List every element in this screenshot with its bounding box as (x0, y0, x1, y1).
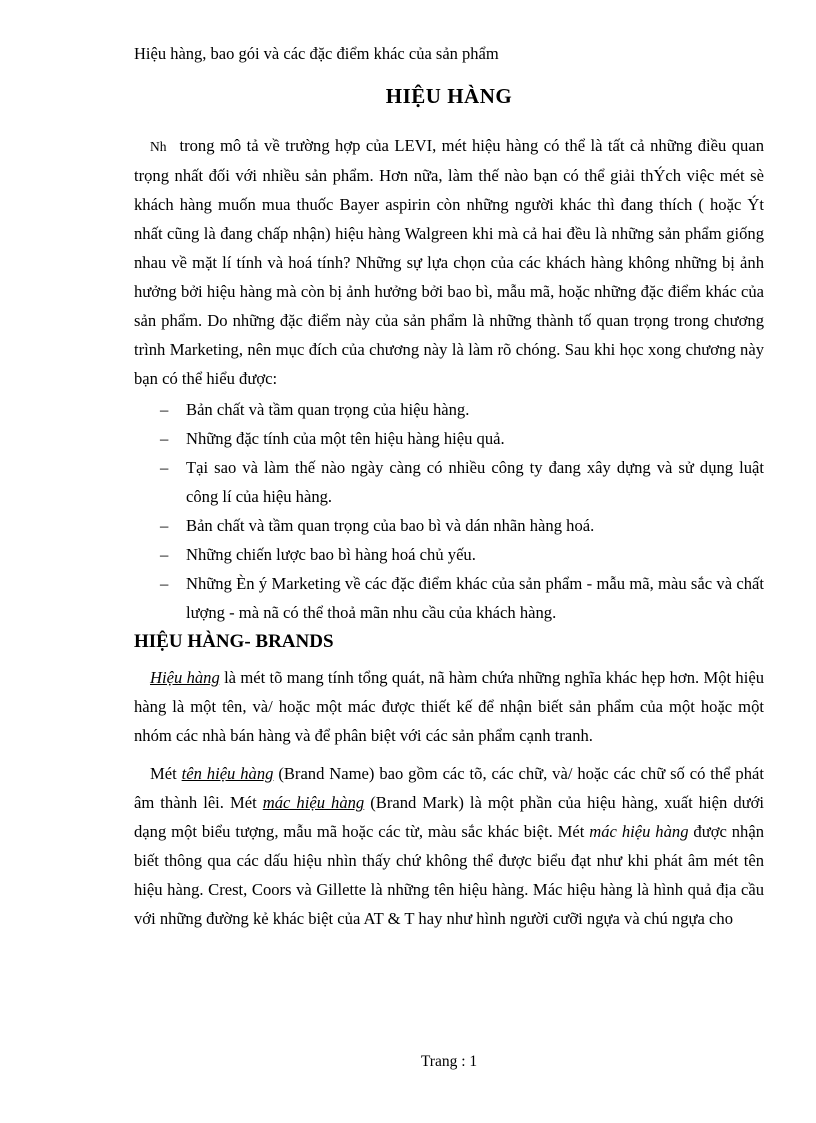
list-item (152, 424, 764, 453)
list-item (152, 569, 764, 627)
definition-text: là mét tõ mang tính tổng quát, nã hàm chứa những nghĩa khác hẹp hơn. Một hiệu hàng là một tên, và/ hoặc một mác được thiết kế để nhận biết sản phẩm của một hoặc một nhóm các nhà bán hàng và để phân biệt với các sản phẩm cạnh tranh. (134, 668, 764, 745)
bullet-dash: – (160, 516, 169, 535)
bullet-dash: – (160, 429, 169, 448)
term-ten-hieu-hang: tên hiệu hàng (181, 764, 274, 783)
document-content (134, 42, 764, 942)
page-footer: Trang : 1 (420, 1053, 478, 1070)
text-fragment: (Brand Name) bao gồm các tõ, các chữ, và/ hoặc các chữ số có thể phát âm thành lêi. Mét (134, 764, 764, 812)
term-mac-hieu-hang: mác hiệu hàng (262, 793, 365, 812)
list-item (152, 395, 764, 424)
list-item-text: Những Èn ý Marketing về các đặc điểm khác của sản phẩm - mẫu mã, màu sắc và chất lượng - mà nã có thể thoả mãn nhu cầu của khách hàng. (186, 574, 764, 622)
intro-paragraph (134, 131, 764, 393)
brand-name-paragraph (134, 759, 764, 933)
bullet-dash: – (160, 458, 169, 477)
list-item (152, 453, 764, 511)
definition-paragraph (134, 663, 764, 750)
text-fragment: (Brand Mark) là một phần của hiệu hàng, xuất hiện dưới dạng một biểu tượng, mẫu mã hoặc các từ, màu sắc khác biệt. Mét (134, 793, 765, 841)
term-mac-hieu-hang-italic: mác hiệu hàng (589, 822, 689, 841)
term-hieu-hang: Hiệu hàng (150, 668, 220, 687)
list-item-text: Bản chất và tầm quan trọng của bao bì và dán nhãn hàng hoá. (186, 516, 595, 535)
objectives-list (134, 395, 764, 627)
bullet-dash: – (160, 545, 169, 564)
page-title: HIỆU HÀNG (385, 84, 513, 108)
list-item (152, 540, 764, 569)
list-item (152, 511, 764, 540)
list-item-text: Những chiến lược bao bì hàng hoá chủ yếu. (186, 545, 476, 564)
list-item-text: Những đặc tính của một tên hiệu hàng hiệu quả. (186, 429, 505, 448)
running-header: Hiệu hàng, bao gói và các đặc điểm khác của sản phẩm (134, 44, 499, 63)
intro-lead-fragment: Nh (150, 139, 167, 154)
intro-text: trong mô tả về trường hợp của LEVI, mét hiệu hàng có thể là tất cả những điều quan trọng nhất đối với nhiều sản phẩm. Hơn nữa, làm thế nào bạn có thể giải thÝch việc mét sè khách hàng muốn mua thuốc Bayer aspirin còn những người khác thì đang thích ( hoặc Ýt nhất cũng là đang chấp nhận) hiệu hàng Walgreen khi mà cả hai đều là những sản phẩm giống nhau về mặt lí tính và hoá tính? Những sự lựa chọn của các khách hàng không những bị ảnh hưởng bởi hiệu hàng mà còn bị ảnh hưởng bởi bao bì, mẫu mã, hoặc những đặc điểm khác của sản phẩm. Do những đặc điểm này của sản phẩm là những thành tố quan trọng trong chương trình Marketing, nên mục đích của chương này là làm rõ chóng. Sau khi học xong chương này bạn có thể hiểu được: (134, 136, 764, 388)
bullet-dash: – (160, 574, 169, 593)
text-fragment: Mét (150, 764, 182, 783)
section-heading: HIỆU HÀNG- BRANDS (134, 631, 334, 652)
list-item-text: Tại sao và làm thế nào ngày càng có nhiều công ty đang xây dựng và sử dụng luật công lí của hiệu hàng. (186, 458, 764, 506)
bullet-dash: – (160, 400, 169, 419)
text-fragment: được nhận biết thông qua các dấu hiệu nhìn thấy chứ không thể được biểu đạt như khi phát âm mét tên hiệu hàng. Crest, Coors và Gillette là những tên hiệu hàng. Mác hiệu hàng là hình quả địa cầu với những đường kẻ khác biệt của AT & T hay như hình người cưỡi ngựa và chú ngựa cho (134, 822, 764, 928)
list-item-text: Bản chất và tầm quan trọng của hiệu hàng. (186, 400, 470, 419)
